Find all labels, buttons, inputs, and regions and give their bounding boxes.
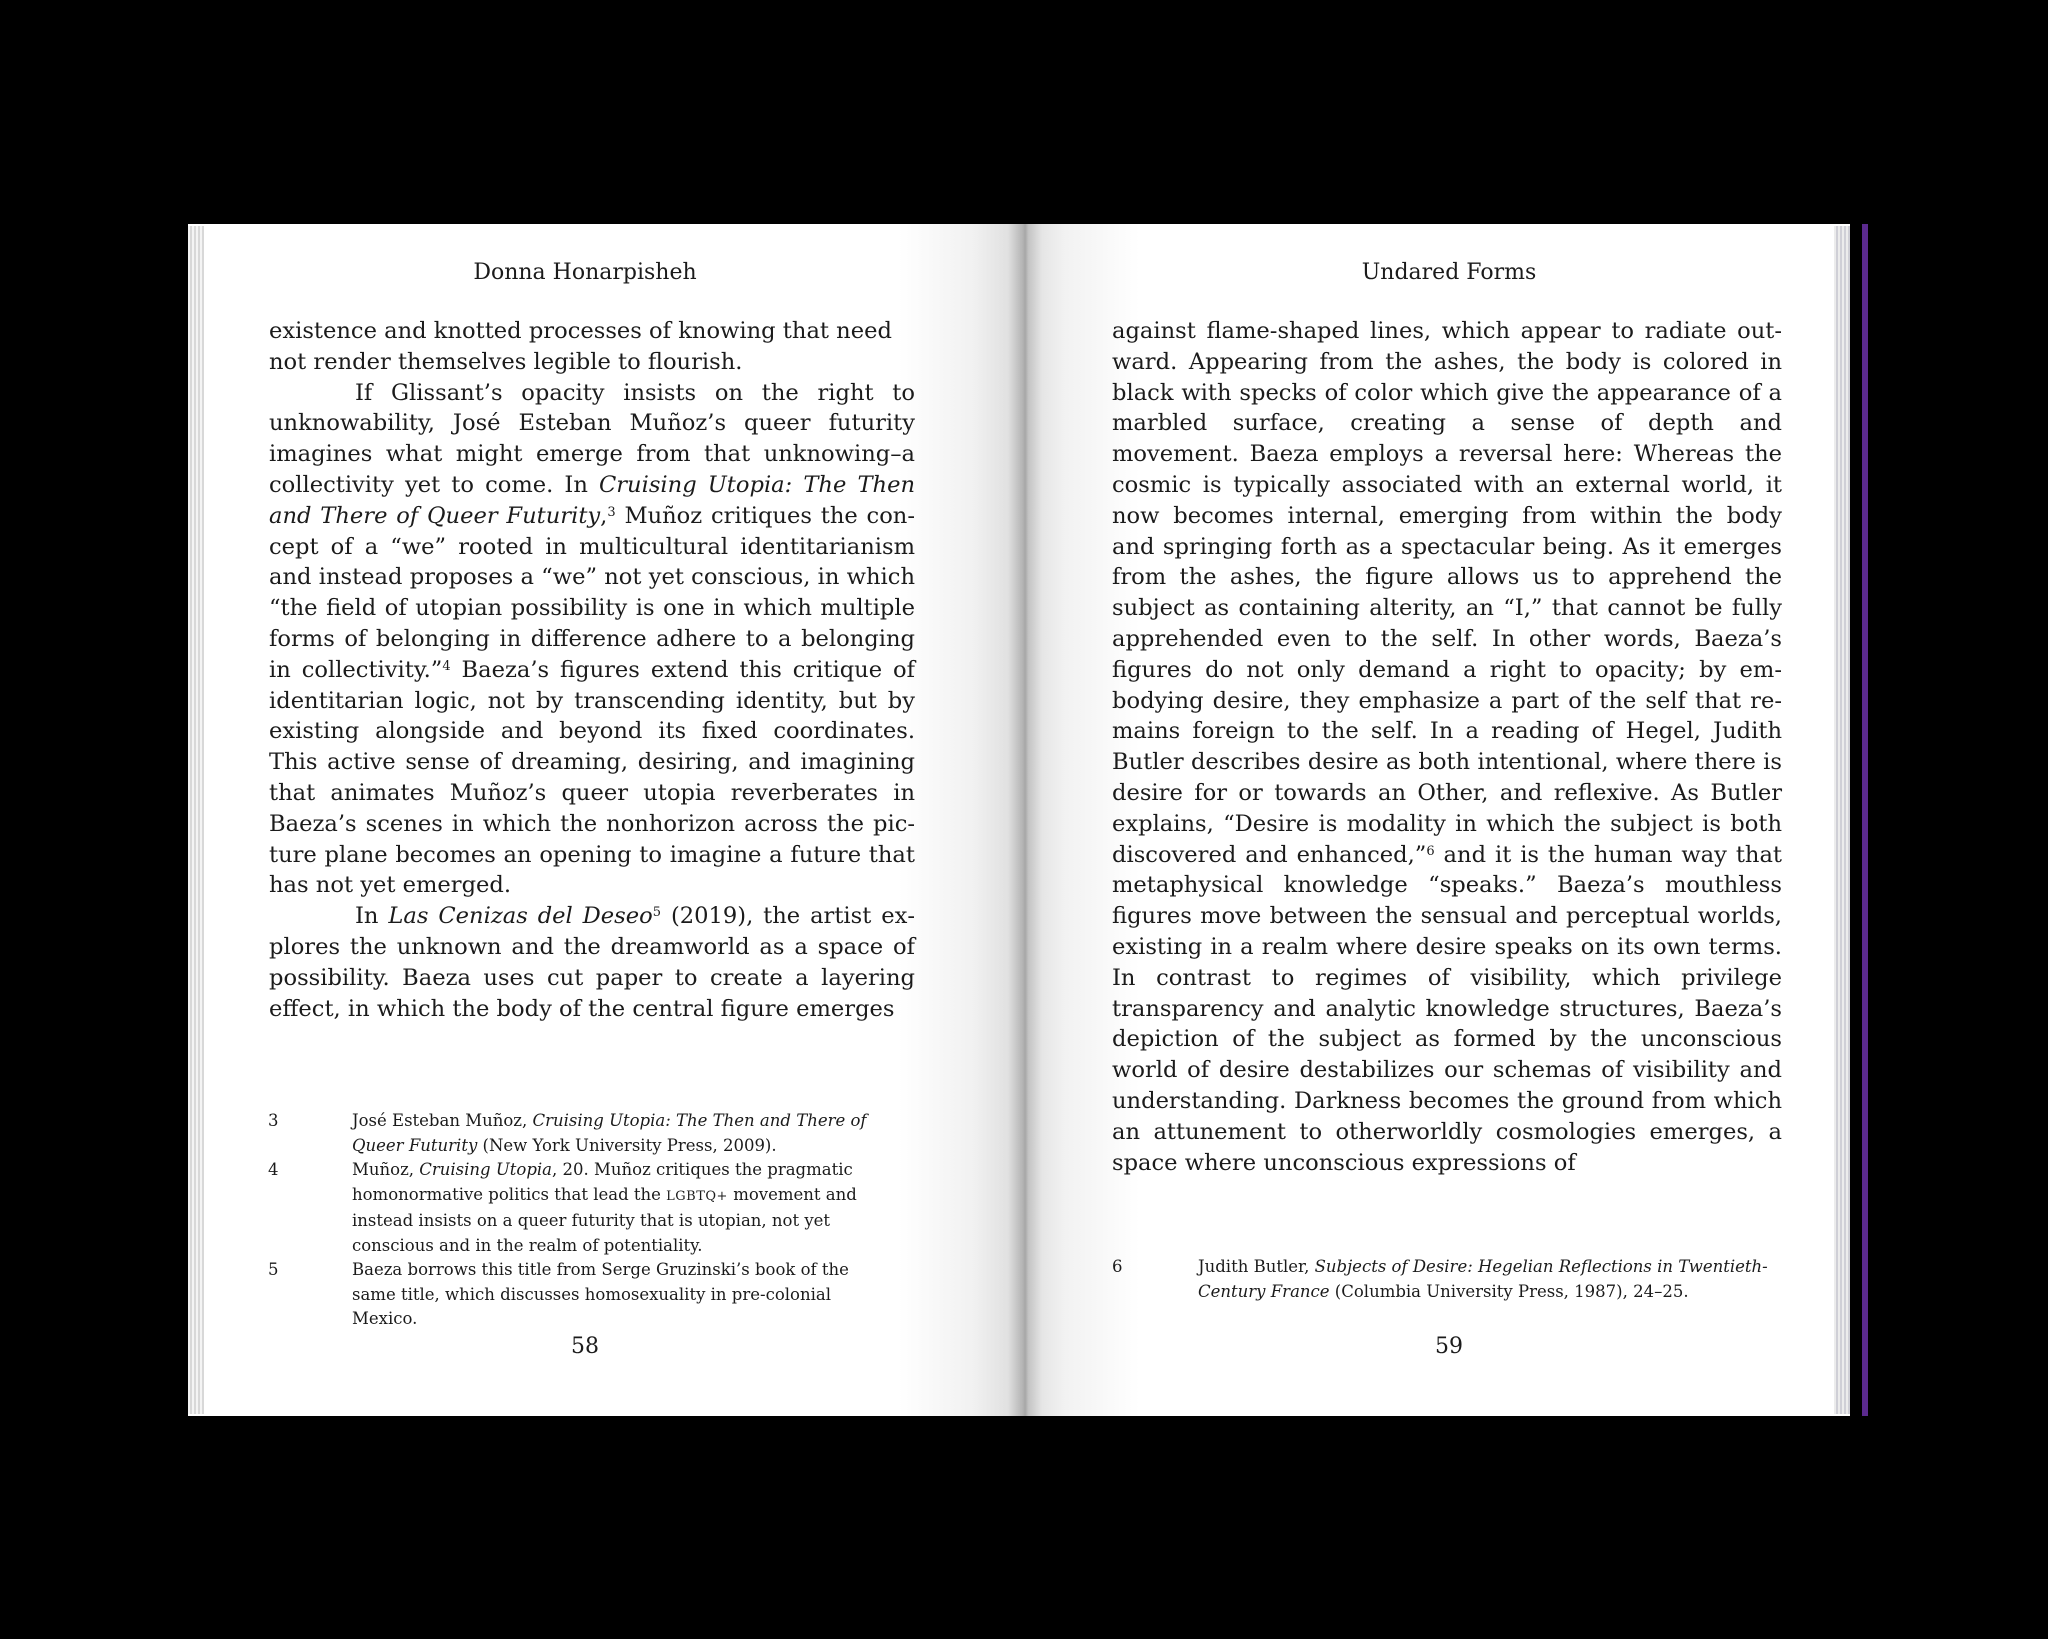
running-head-right: Undared Forms (1361, 260, 1537, 285)
page-number-right: 59 (1435, 1334, 1463, 1359)
footnote-number: 4 (268, 1160, 279, 1179)
page-edges-right (1834, 226, 1850, 1414)
text-line: not render themselves legible to flourish. (269, 348, 743, 375)
left-page (188, 224, 1024, 1416)
paragraph (269, 316, 915, 378)
footnote: 4 Muñoz, Cruising Utopia, 20. Muñoz critiques the pragmatic homonormative politics that lead the LGBTQ+ movement and instead insists on a queer futurity that is utopian, not yet conscious and in the realm of potentiality. (268, 1160, 857, 1255)
page-edges-left (188, 226, 204, 1414)
artwork-title: Las Cenizas del Deseo (388, 903, 653, 930)
footnote-number: 5 (268, 1260, 279, 1279)
left-footnotes (268, 1109, 888, 1332)
purple-page-edge (1862, 224, 1868, 1416)
right-footnotes (1112, 1255, 1788, 1304)
right-body-text (1112, 316, 1782, 1178)
paragraph: In Las Cenizas del Deseo$^5$ (2019), the artist explores the unknown and the dreamworld as a space of possibility. Baeza uses cut paper to create a layering effect, in which the body of the central figure emerges (269, 903, 916, 1022)
book-spine-shadow (1008, 224, 1042, 1416)
paragraph: against flame-shaped lines, which appear to radiate outward. Appearing from the ashes, the body is colored in black with specks of color which give the appearance of a marbled surface, creating a sense of depth and movement. Baeza employs a reversal here: Whereas the cosmic is typically associated with an external world, it now becomes internal, emerging from within the body and springing forth as a spectacular being. As it emerges from the ashes, the figure allows us to apprehend the subject as containing alterity, an “I,” that cannot be fully apprehended even to the self. In other words, Baeza’s figures do not only demand a right to opacity; by embodying desire, they emphasize a part of the self that remains foreign to the self. In a reading of Hegel, Judith Butler describes desire as both intentional, where there is desire for or towards an Other, and reflexive. As Butler explains, “Desire is modality in which the subject is both discovered and enhanced,”$^6$ and it is the human way that metaphysical knowledge “speaks.” Baeza’s mouthless figures move between the sensual and perceptual worlds, existing in a realm where desire speaks on its own terms. In contrast to regimes of visibility, which privilege transparency and analytic knowledge structures, Baeza’s depiction of the subject as formed by the unconscious world of desire destabilizes our schemas of visibility and understanding. Darkness becomes the ground from which an attunement to otherworldly cosmologies emerges, a space where unconscious expressions of (1112, 318, 1782, 1176)
page-number-left: 58 (571, 1334, 599, 1359)
footnote: 5 Baeza borrows this title from Serge Gruzinski’s book of the same title, which discusses homosexuality in pre-colonial Mexico. (268, 1260, 849, 1328)
footnote: 6 Judith Butler, Subjects of Desire: Hegelian Reflections in Twentieth-Century France (Columbia University Press, 1987), 24–25. (1112, 1257, 1768, 1301)
running-head-left: Donna Honarpisheh (473, 260, 697, 285)
footnote: 3 José Esteban Muñoz, Cruising Utopia: The Then and There of Queer Futurity (New York University Press, 2009). (268, 1111, 867, 1155)
paragraph: If Glissant’s opacity insists on the right to unknowability, José Esteban Muñoz’s queer futurity imagines what might emerge from that unknowing–a collectivity yet to come. In Cruising Utopia: The Then and There of Queer Futurity,$^3$ Muñoz critiques the concept of a “we” rooted in multicultural identitarianism and instead proposes a “we” not yet conscious, in which “the field of utopian possibility is one in which multiple forms of belonging in difference adhere to a belonging in collectivity.”$^4$ Baeza’s figures extend this critique of identitarian logic, not by transcending identity, but by existing alongside and beyond its fixed coordinates. This active sense of dreaming, desiring, and imagining that animates Muñoz’s queer utopia reverberates in Baeza’s scenes in which the nonhorizon across the picture plane becomes an opening to imagine a future that has not yet emerged. (269, 379, 916, 899)
footnote-ref[interactable]: 4 (442, 658, 451, 674)
footnote-number: 3 (268, 1111, 279, 1130)
text-line: existence and knotted processes of knowing that need (269, 318, 892, 344)
footnote-number: 6 (1112, 1257, 1123, 1276)
right-page (1024, 224, 1850, 1416)
left-body-text (269, 316, 915, 1024)
footnote-ref[interactable]: 3 (607, 504, 616, 520)
book-title: Cruising Utopia: The Then and There of Queer Futurity (269, 471, 915, 529)
footnote-ref[interactable]: 6 (1426, 843, 1435, 859)
footnote-ref[interactable]: 5 (652, 905, 662, 921)
open-book (188, 224, 1858, 1416)
